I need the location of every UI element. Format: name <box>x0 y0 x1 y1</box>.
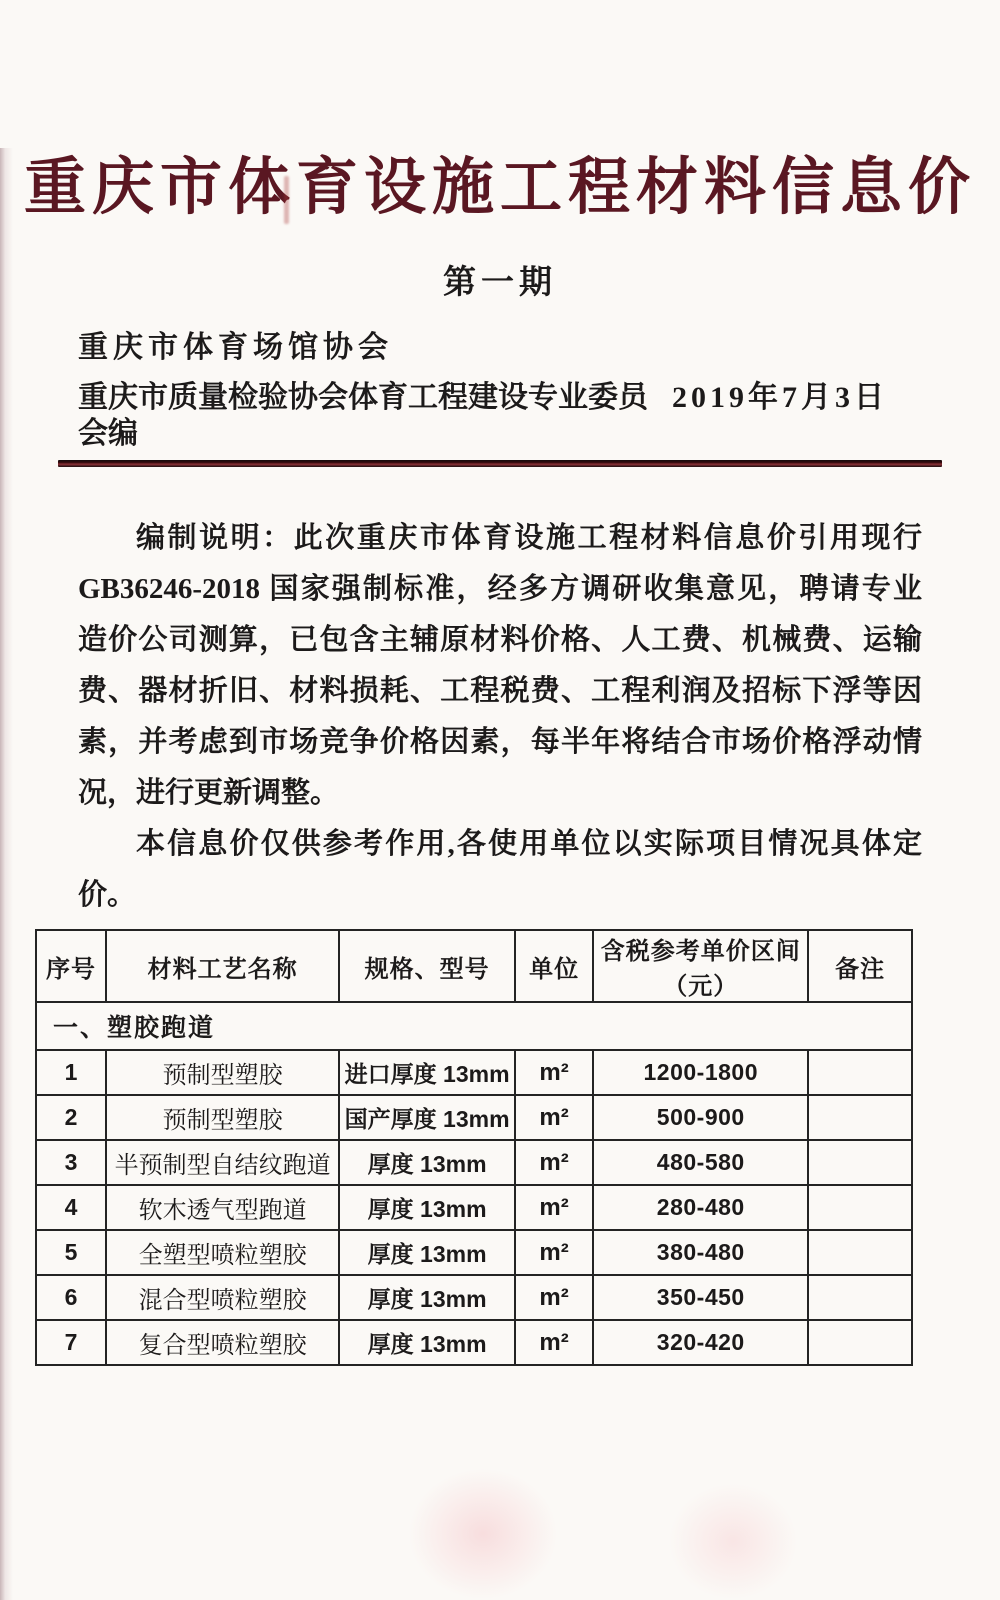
cell-unit: m² <box>515 1095 593 1140</box>
header-unit: 单位 <box>515 930 593 1002</box>
note-line: GB36246-2018 国家强制标准，经多方调研收集意见，聘请专业 <box>78 573 922 605</box>
divider-rule <box>58 460 942 467</box>
cell-spec: 进口厚度 13mm <box>339 1050 515 1095</box>
cell-remark <box>808 1140 912 1185</box>
cell-price: 320-420 <box>593 1320 808 1365</box>
cell-no: 3 <box>36 1140 106 1185</box>
note-line: 造价公司测算，已包含主辅原材料价格、人工费、机械费、运输 <box>78 624 922 656</box>
scan-edge-shadow <box>0 148 13 1600</box>
cell-no: 4 <box>36 1185 106 1230</box>
org-line-2-row <box>78 380 922 452</box>
cell-no: 1 <box>36 1050 106 1095</box>
table-row <box>36 1320 912 1365</box>
note-line: 费、器材折旧、材料损耗、工程税费、工程利润及招标下浮等因 <box>78 675 922 707</box>
cell-remark <box>808 1185 912 1230</box>
cell-name: 软木透气型跑道 <box>106 1185 339 1230</box>
table-row <box>36 1230 912 1275</box>
table-row <box>36 1185 912 1230</box>
cell-remark <box>808 1095 912 1140</box>
cell-spec: 厚度 13mm <box>339 1185 515 1230</box>
scan-artifact-mark <box>284 176 289 224</box>
price-table <box>35 929 913 1366</box>
header-no: 序号 <box>36 930 106 1002</box>
cell-remark <box>808 1230 912 1275</box>
note-line: 况，进行更新调整。 <box>78 777 340 809</box>
publish-date: 2019年7月3日 <box>672 381 888 414</box>
cell-spec: 国产厚度 13mm <box>339 1095 515 1140</box>
header-remark: 备注 <box>808 930 912 1002</box>
issue-label: 第一期 <box>443 265 557 301</box>
cell-name: 预制型塑胶 <box>106 1095 339 1140</box>
cell-no: 6 <box>36 1275 106 1320</box>
table-row <box>36 1275 912 1320</box>
document-page <box>0 148 1000 1600</box>
cell-spec: 厚度 13mm <box>339 1275 515 1320</box>
note-line: 本信息价仅供参考作用,各使用单位以实际项目情况具体定 <box>136 828 922 860</box>
note-line: 编制说明：此次重庆市体育设施工程材料信息价引用现行 <box>136 522 922 554</box>
section-title: 一、塑胶跑道 <box>36 1002 912 1050</box>
cell-spec: 厚度 13mm <box>339 1230 515 1275</box>
cell-name: 混合型喷粒塑胶 <box>106 1275 339 1320</box>
cell-unit: m² <box>515 1320 593 1365</box>
cell-price: 280-480 <box>593 1185 808 1230</box>
header-name: 材料工艺名称 <box>106 930 339 1002</box>
cell-name: 半预制型自结纹跑道 <box>106 1140 339 1185</box>
cell-no: 7 <box>36 1320 106 1365</box>
note-line: 价。 <box>78 879 137 911</box>
cell-spec: 厚度 13mm <box>339 1140 515 1185</box>
cell-unit: m² <box>515 1140 593 1185</box>
table-row <box>36 1095 912 1140</box>
header-price: 含税参考单价区间（元） <box>593 930 808 1002</box>
cell-unit: m² <box>515 1275 593 1320</box>
cell-name: 预制型塑胶 <box>106 1050 339 1095</box>
cell-remark <box>808 1320 912 1365</box>
note-line: 素，并考虑到市场竞争价格因素，每半年将结合市场价格浮动情 <box>78 726 922 758</box>
cell-unit: m² <box>515 1050 593 1095</box>
cell-spec: 厚度 13mm <box>339 1320 515 1365</box>
cell-price: 1200-1800 <box>593 1050 808 1095</box>
table-section-row <box>36 1002 912 1050</box>
cell-unit: m² <box>515 1230 593 1275</box>
scan-stain <box>668 1483 798 1600</box>
cell-name: 全塑型喷粒塑胶 <box>106 1230 339 1275</box>
scan-stain <box>408 1468 558 1600</box>
cell-price: 350-450 <box>593 1275 808 1320</box>
table-row <box>36 1050 912 1095</box>
cell-unit: m² <box>515 1185 593 1230</box>
table-row <box>36 1140 912 1185</box>
cell-remark <box>808 1275 912 1320</box>
page-title: 重庆市体育设施工程材料信息价 <box>23 154 976 222</box>
cell-no: 2 <box>36 1095 106 1140</box>
table-header-row <box>36 930 912 1002</box>
org-line-2: 重庆市质量检验协会体育工程建设专业委员会编 <box>78 381 648 450</box>
cell-no: 5 <box>36 1230 106 1275</box>
header-spec: 规格、型号 <box>339 930 515 1002</box>
cell-price: 500-900 <box>593 1095 808 1140</box>
cell-remark <box>808 1050 912 1095</box>
cell-price: 480-580 <box>593 1140 808 1185</box>
cell-price: 380-480 <box>593 1230 808 1275</box>
org-line-1: 重庆市体育场馆协会 <box>78 331 393 364</box>
cell-name: 复合型喷粒塑胶 <box>106 1320 339 1365</box>
notes-paragraph <box>78 513 922 921</box>
